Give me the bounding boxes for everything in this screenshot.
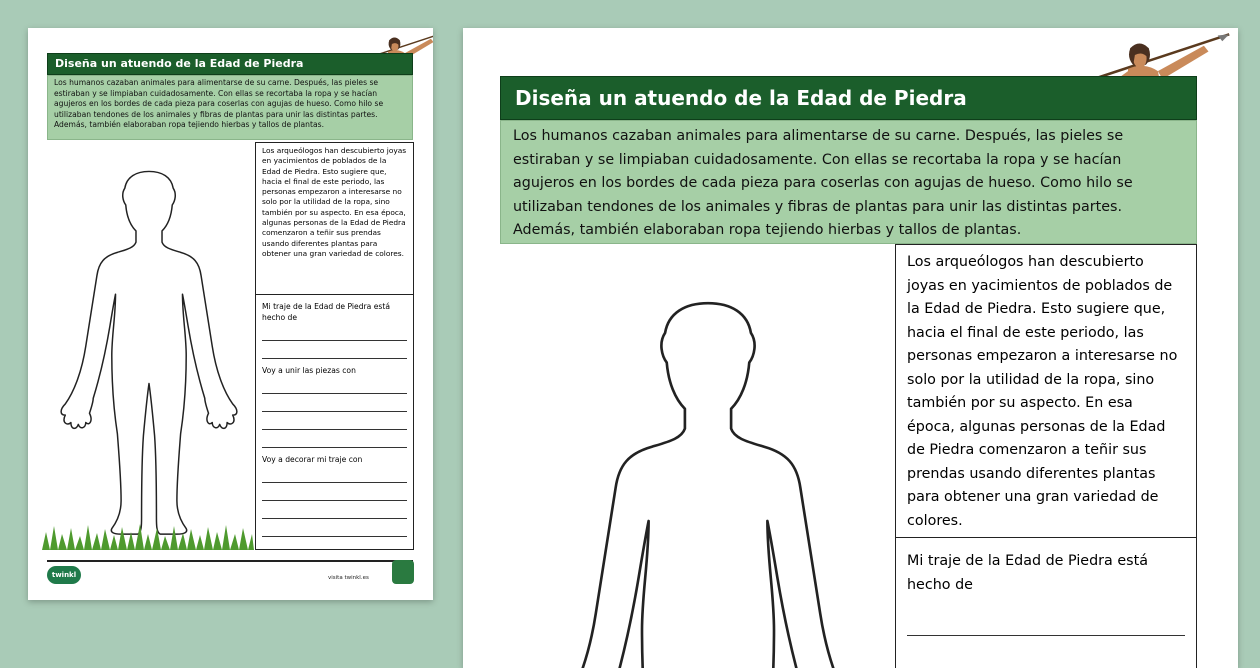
answer-line[interactable]: [262, 501, 407, 519]
answer-line[interactable]: [262, 519, 407, 537]
prompt-join: Voy a unir las piezas con: [262, 366, 356, 375]
answer-line[interactable]: [262, 483, 407, 501]
prompt-decorate: Voy a decorar mi traje con: [262, 455, 363, 464]
prompt-made-of: Mi traje de la Edad de Piedra está hecho de: [907, 553, 1148, 593]
footer-url: visita twinkl.es: [328, 575, 369, 581]
intro-paragraph: Los humanos cazaban animales para alimentarse de su carne. Después, las pieles se estiraban y se limpiaban cuidadosamente. Con ellas se recortaba la ropa y se hacían agujeros en los bordes de cada pieza para coserlas con agujas de hueso. Como hilo se utilizaban tendones de los animales y fibras de plantas para unir las distintas partes. Además, también elaboraban ropa tejiendo hierbas y tallos de plantas.: [500, 120, 1197, 244]
answer-line[interactable]: [262, 412, 407, 430]
worksheet-title: Diseña un atuendo de la Edad de Piedra: [500, 76, 1197, 120]
worksheet-title: Diseña un atuendo de la Edad de Piedra: [47, 53, 413, 75]
answer-column: [255, 142, 414, 550]
badge-icon: [392, 560, 414, 584]
prompt-made-of: Mi traje de la Edad de Piedra está hecho de: [262, 302, 390, 322]
intro-paragraph: Los humanos cazaban animales para alimentarse de su carne. Después, las pieles se estiraban y se limpiaban cuidadosamente. Con ellas se recortaba la ropa y se hacían agujeros en los bordes de cada pieza para coserlas con agujas de hueso. Como hilo se utilizaban tendones de los animales y fibras de plantas para unir las distintas partes. Además, también elaboraban ropa tejiendo hierbas y tallos de plantas.: [47, 75, 413, 140]
answer-line[interactable]: [262, 323, 407, 341]
body-outline-figure: [543, 290, 873, 668]
answer-line[interactable]: [262, 341, 407, 359]
twinkl-logo: twinkl: [47, 566, 81, 584]
answer-line[interactable]: [262, 465, 407, 483]
answer-line[interactable]: [262, 394, 407, 412]
info-paragraph: Los arqueólogos han descubierto joyas en yacimientos de poblados de la Edad de Piedra. Esto sugiere que, hacia el final de este periodo, las personas empezaron a interesarse no solo por la utilidad de la ropa, sino también por su aspecto. En esa época, algunas personas de la Edad de Piedra comenzaron a teñir sus prendas usando diferentes plantas para obtener una gran variedad de colores.: [256, 143, 413, 295]
answer-column: [895, 244, 1197, 668]
grass-illustration: [42, 522, 254, 550]
footer-divider: [47, 560, 413, 562]
answer-line[interactable]: [262, 430, 407, 448]
answer-line[interactable]: [907, 597, 1185, 636]
body-outline-figure: [44, 164, 254, 548]
info-paragraph: Los arqueólogos han descubierto joyas en yacimientos de poblados de la Edad de Piedra. Esto sugiere que, hacia el final de este periodo, las personas empezaron a interesarse no solo por la utilidad de la ropa, sino también por su aspecto. En esa época, algunas personas de la Edad de Piedra comenzaron a teñir sus prendas usando diferentes plantas para obtener una gran variedad de colores.: [896, 245, 1196, 538]
answer-line[interactable]: [262, 376, 407, 394]
worksheet-zoomed: [463, 28, 1238, 668]
worksheet-thumbnail: [28, 28, 433, 600]
